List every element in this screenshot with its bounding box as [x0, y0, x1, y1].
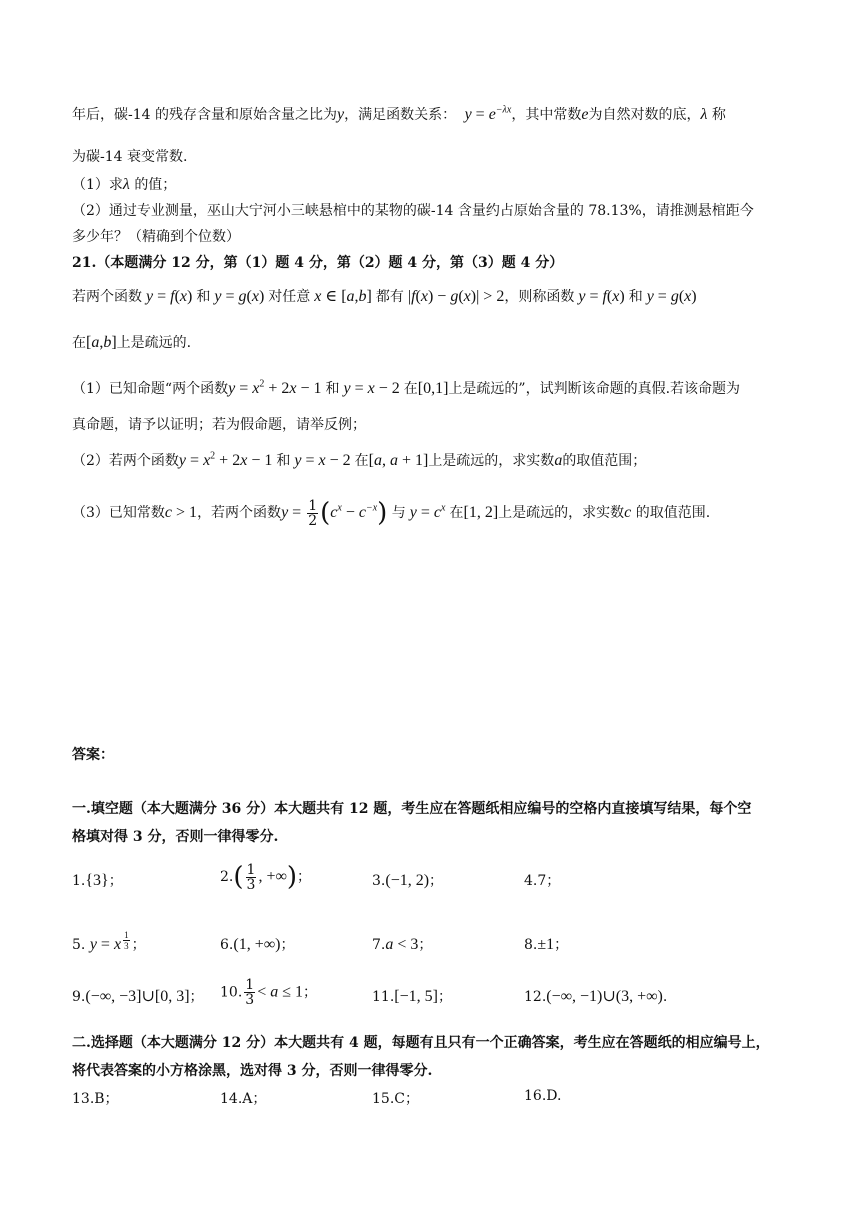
answer-2: 2.( $\frac{1}{3}$ , +∞)；	[220, 861, 312, 893]
answer-11: 11.[−1, 5]；	[372, 988, 452, 1005]
p21-q1-line1: （1）已知命题“两个函数$y = x^2 + 2x - 1$ 和 y = x − 2 在[0,1]上是疏远的”，试判断该命题的真假.若该命题为	[72, 378, 741, 397]
answer-14: 14.A；	[220, 1091, 267, 1107]
var-lambda: λ	[700, 106, 708, 123]
answers-section1-line1: 一.填空题（本大题满分 36 分）本大题共有 12 题，考生应在答题纸相应编号的空格内直接填写结果，每个空	[72, 801, 752, 817]
answer-1: 1.{3}；	[72, 872, 123, 889]
answer-15: 15.C；	[372, 1091, 419, 1107]
answer-8: 8.±1；	[524, 936, 569, 953]
answers-heading: 答案：	[72, 747, 114, 763]
answers-section2-line1: 二.选择题（本大题满分 12 分）本大题共有 4 题，每题有且只有一个正确答案，考生应在答题纸的相应编号上，	[72, 1035, 770, 1051]
p20-line1: 年后，碳-14 的残存含量和原始含量之比为y，满足函数关系： $y = e^{-\lambda x}$，其中常数e为自然对数的底，λ 称	[72, 104, 726, 123]
answer-12: 12.(−∞, −1)∪(3, +∞).	[524, 988, 668, 1005]
p21-definition-line1: 若两个函数 y = f(x) 和 y = g(x) 对任意 x ∈ [a,b] 都有 |f(x) − g(x)| > 2，则称函数 y = f(x) 和 y = g(x)	[72, 288, 697, 305]
answer-4: 4.7；	[524, 873, 561, 889]
p20-q2-line2: 多少年？（精确到个位数）	[72, 229, 240, 245]
p20-q2-line1: （2）通过专业测量，巫山大宁河小三峡悬棺中的某物的碳-14 含量约占原始含量的 78.13%，请推测悬棺距今	[72, 203, 754, 219]
answer-3: 3.(−1, 2)；	[372, 872, 444, 889]
answer-5: 5. y = x $^{\frac{1}{3}}$ ；	[72, 930, 146, 954]
var-e: e	[581, 106, 589, 123]
answer-16: 16.D.	[524, 1088, 562, 1104]
fraction-one-half: $\frac{1}{2}$	[308, 497, 318, 529]
p21-q1-line2: 真命题，请予以证明；若为假命题，请举反例；	[72, 417, 366, 433]
answer-10: 10. $\frac{1}{3}$ < a ≤ 1；	[220, 977, 317, 1008]
p21-q3: （3）已知常数c > 1，若两个函数y = $\frac{1}{2}$ $(c^x - c^{-x})$ 与 $y = c^x$ 在[1, 2]上是疏远的，求实数c 的取值范围.	[72, 497, 711, 529]
decay-formula: $y = e^{-\lambda x}$	[460, 104, 512, 123]
p21-definition-line2: 在[a,b]上是疏远的.	[72, 334, 192, 351]
answers-section2-line2: 将代表答案的小方格涂黑，选对得 3 分，否则一律得零分.	[72, 1063, 433, 1079]
answers-section1-line2: 格填对得 3 分，否则一律得零分.	[72, 829, 279, 845]
p20-line2: 为碳-14 衰变常数.	[72, 149, 188, 165]
p21-header: 21.（本题满分 12 分，第（1）题 4 分，第（2）题 4 分，第（3）题 4 分）	[72, 255, 564, 271]
answer-13: 13.B；	[72, 1091, 119, 1107]
var-y: y	[337, 106, 345, 123]
answer-9: 9.(−∞, −3]∪[0, 3]；	[72, 988, 204, 1005]
p21-q2: （2）若两个函数$y = x^2 + 2x - 1$ 和 y = x − 2 在[a, a + 1]上是疏远的，求实数a的取值范围；	[72, 450, 647, 469]
answer-7: 7.a < 3；	[372, 936, 433, 953]
p20-q1: （1）求λ 的值；	[72, 176, 177, 193]
answer-6: 6.(1, +∞)；	[220, 936, 295, 953]
var-lambda: λ	[122, 176, 130, 193]
